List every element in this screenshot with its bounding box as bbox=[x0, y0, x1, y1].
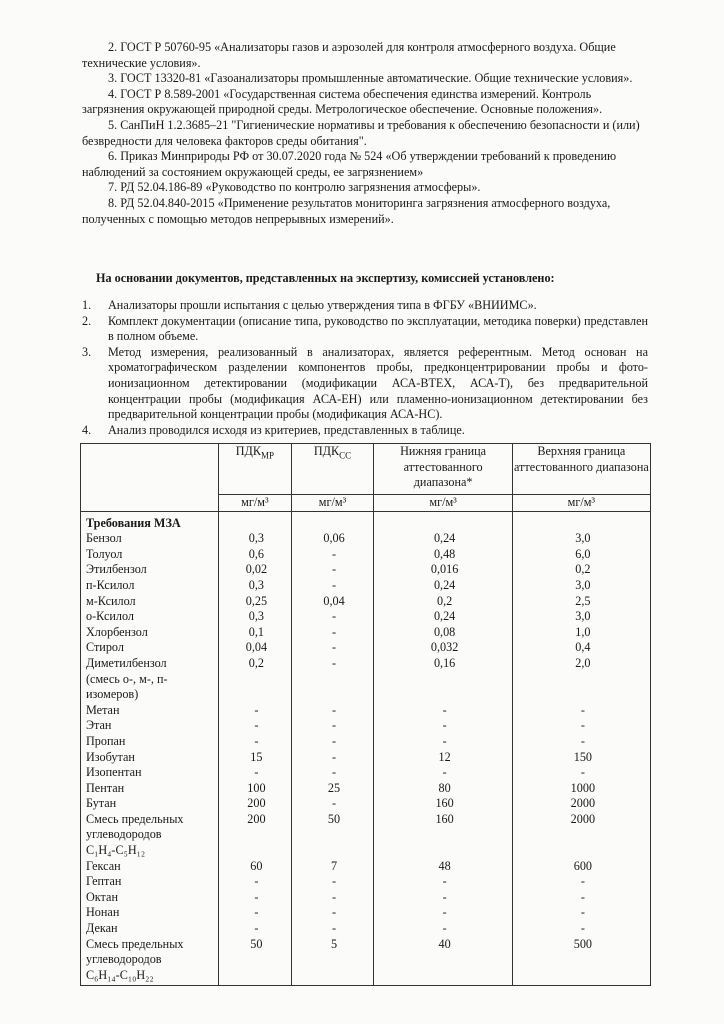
references-list bbox=[82, 40, 648, 227]
pdk-ss-value: - bbox=[331, 702, 337, 717]
lower-bound-value: 0,2 bbox=[436, 593, 453, 608]
finding-item bbox=[82, 345, 648, 423]
upper-bound-value: - bbox=[580, 889, 585, 904]
substance-name: Изопентан bbox=[86, 765, 142, 780]
pdk-mr-value: 50 bbox=[250, 936, 263, 951]
pdk-mr-value: 0,3 bbox=[248, 531, 264, 546]
pdk-ss-column bbox=[291, 511, 374, 986]
substance-name: Декан bbox=[86, 921, 118, 936]
lower-bound-value: - bbox=[442, 905, 447, 920]
reference-item: 4. ГОСТ Р 8.589-2001 «Государственная система обеспечения единства измерений. Контроль загрязнения окружающей природной среды. Метрологическое обеспечение. Основные положения». bbox=[82, 86, 603, 117]
pdk-ss-value: - bbox=[331, 905, 337, 920]
pdk-ss-value: - bbox=[331, 609, 337, 624]
finding-text: Комплект документации (описание типа, руководство по эксплуатации, методика поверки) представлен в полном объеме. bbox=[108, 313, 648, 344]
upper-bound-value: - bbox=[580, 921, 585, 936]
upper-bound-value: - bbox=[580, 718, 585, 733]
upper-bound-value: 2000 bbox=[570, 811, 596, 826]
lower-bound-value: - bbox=[442, 874, 447, 889]
pdk-ss-value: 50 bbox=[327, 811, 341, 826]
reference-item: 6. Приказ Минприроды РФ от 30.07.2020 года № 524 «Об утверждении требований к проведению наблюдений за состоянием окружающей среды, ее загрязнением» bbox=[82, 149, 617, 179]
upper-bound-value: 1000 bbox=[570, 780, 596, 795]
lower-bound-value: 80 bbox=[438, 780, 451, 795]
upper-bound-value: 3,0 bbox=[575, 577, 591, 592]
substance-name: Нонан bbox=[86, 905, 120, 920]
lower-bound-column bbox=[374, 511, 512, 986]
pdk-mr-value: 0,2 bbox=[248, 655, 264, 670]
finding-item bbox=[82, 314, 648, 345]
pdk-mr-value: - bbox=[254, 905, 259, 920]
pdk-ss-value: 7 bbox=[330, 858, 338, 873]
blank-line bbox=[379, 843, 509, 859]
pdk-mr-value: 0,1 bbox=[248, 624, 264, 639]
reference-item: 2. ГОСТ Р 50760-95 «Анализаторы газов и аэрозолей для контроля атмосферного воздуха. Общие технические условия». bbox=[82, 40, 616, 70]
unit-cell: мг/м³ bbox=[219, 495, 291, 512]
pdk-ss-value: - bbox=[331, 749, 337, 764]
lower-bound-value: - bbox=[442, 921, 447, 936]
lower-bound-value: 40 bbox=[438, 936, 451, 951]
unit-cell: мг/м³ bbox=[512, 495, 650, 512]
substance-name: Диметилбензол bbox=[86, 655, 167, 670]
reference-item: 7. РД 52.04.186-89 «Руководство по контролю загрязнения атмосферы». bbox=[108, 180, 481, 195]
pdk-ss-value: - bbox=[331, 718, 337, 733]
blank-line bbox=[297, 687, 372, 703]
reference-item: 5. СанПиН 1.2.3685–21 "Гигиенические нормативы и требования к обеспечению безопасности и (или) безвредности для человека факторов среды обитания". bbox=[82, 117, 640, 148]
pdk-ss-value: - bbox=[331, 624, 337, 639]
section-title: Требования МЗА bbox=[86, 515, 181, 530]
finding-text: Анализ проводился исходя из критериев, представленных в таблице. bbox=[108, 422, 465, 437]
lower-bound-value: 0,032 bbox=[430, 640, 459, 655]
substance-name: Пентан bbox=[86, 780, 125, 795]
substance-name: C₆H₁₄-C₁₀H₂₂ bbox=[86, 967, 154, 982]
substance-name: Гексан bbox=[86, 858, 121, 873]
header-pdk-ss-text: ПДК bbox=[313, 444, 340, 458]
upper-bound-value: 600 bbox=[573, 858, 592, 873]
pdk-mr-value: 15 bbox=[250, 749, 263, 764]
finding-text: Метод измерения, реализованный в анализаторах, является референтным. Метод основан на хроматографическом разделении компонентов пробы, предконцентрировании пробы и фото-ионизационном детектировании (модификации АСА-BTEX, АСА-Т), без предварительной концентрации пробы (модификация АСА-ЕН) или пламенно-ионизационном детектировании без предварительной концентрации пробы (модификация АСА-НС). bbox=[108, 344, 648, 422]
upper-bound-value: 0,2 bbox=[575, 562, 591, 577]
pdk-ss-value: 5 bbox=[330, 936, 338, 951]
upper-bound-column bbox=[512, 511, 650, 986]
blank-line bbox=[379, 827, 509, 843]
pdk-mr-value: - bbox=[254, 889, 259, 904]
upper-bound-value: 6,0 bbox=[575, 546, 591, 561]
lower-bound-value: - bbox=[442, 765, 447, 780]
substance-name: Метан bbox=[86, 702, 120, 717]
pdk-ss-value: - bbox=[331, 874, 337, 889]
reference-item: 8. РД 52.04.840-2015 «Применение результатов мониторинга загрязнения атмосферного воздуха, полученных с помощью методов непрерывных измерений». bbox=[82, 195, 611, 226]
lower-bound-value: 0,16 bbox=[433, 655, 456, 670]
blank-line bbox=[297, 952, 372, 968]
lower-bound-value: - bbox=[442, 718, 447, 733]
pdk-mr-value: 0,25 bbox=[245, 593, 268, 608]
substance-name: Гептан bbox=[86, 874, 122, 889]
pdk-ss-value: - bbox=[331, 889, 337, 904]
upper-bound-value: 2,0 bbox=[575, 655, 591, 670]
blank-line bbox=[379, 952, 509, 968]
pdk-ss-value: - bbox=[331, 733, 337, 748]
substance-name: Хлорбензол bbox=[86, 624, 148, 639]
blank-line bbox=[518, 952, 648, 968]
pdk-ss-value: - bbox=[331, 796, 337, 811]
substance-name: п-Ксилол bbox=[86, 577, 135, 592]
pdk-mr-value: 100 bbox=[247, 780, 266, 795]
finding-item bbox=[82, 423, 648, 439]
upper-bound-value: - bbox=[580, 905, 585, 920]
lower-bound-value: 0,24 bbox=[433, 609, 456, 624]
substance-name: Стирол bbox=[86, 640, 124, 655]
lower-bound-value: 0,24 bbox=[433, 577, 456, 592]
upper-bound-value: - bbox=[580, 874, 585, 889]
substance-name: Изобутан bbox=[86, 749, 135, 764]
pdk-mr-value: 0,6 bbox=[248, 546, 264, 561]
criteria-table bbox=[80, 443, 651, 986]
lower-bound-value: 48 bbox=[438, 858, 451, 873]
finding-number: 1. bbox=[82, 298, 92, 312]
pdk-mr-value: - bbox=[254, 921, 259, 936]
pdk-mr-value: 0,04 bbox=[245, 640, 268, 655]
substance-name: Этилбензол bbox=[86, 562, 147, 577]
substance-name: (смесь о-, м-, п- bbox=[86, 671, 168, 686]
pdk-mr-value: 0,02 bbox=[245, 562, 268, 577]
pdk-ss-value: 0,04 bbox=[323, 593, 345, 608]
pdk-ss-value: - bbox=[331, 546, 337, 561]
pdk-ss-value: - bbox=[331, 577, 337, 592]
blank-line bbox=[379, 687, 509, 703]
header-upper-bound: Верхняя граница аттестованного диапазона bbox=[512, 444, 650, 495]
upper-bound-value: - bbox=[580, 702, 585, 717]
upper-bound-value: - bbox=[580, 733, 585, 748]
header-pdk-ss bbox=[291, 444, 374, 495]
upper-bound-value: 2000 bbox=[570, 796, 596, 811]
substance-name: Бутан bbox=[86, 796, 117, 811]
lower-bound-value: - bbox=[442, 702, 447, 717]
substance-name: Смесь предельных bbox=[86, 811, 184, 826]
pdk-mr-value: 0,3 bbox=[248, 609, 264, 624]
blank-line bbox=[297, 843, 372, 859]
blank-line bbox=[297, 672, 372, 688]
finding-number: 3. bbox=[82, 344, 92, 359]
table-body-row bbox=[81, 511, 651, 986]
blank-line bbox=[297, 968, 372, 984]
substance-name: Смесь предельных bbox=[86, 936, 184, 951]
header-pdk-mr-sub: МР bbox=[261, 450, 275, 461]
lower-bound-value: 12 bbox=[438, 749, 451, 764]
lower-bound-value: 160 bbox=[435, 796, 454, 811]
table-header-row bbox=[81, 444, 651, 495]
substance-name: Этан bbox=[86, 718, 112, 733]
header-name-cell bbox=[81, 444, 219, 512]
substance-name: углеводородов bbox=[86, 827, 162, 842]
pdk-mr-value: 200 bbox=[247, 811, 266, 826]
substance-name: о-Ксилол bbox=[86, 609, 135, 624]
blank-line bbox=[379, 672, 509, 688]
substance-name: углеводородов bbox=[86, 952, 162, 967]
unit-cell: мг/м³ bbox=[291, 495, 374, 512]
upper-bound-value: 500 bbox=[573, 936, 592, 951]
lower-bound-value: - bbox=[442, 889, 447, 904]
substance-name: Пропан bbox=[86, 733, 126, 748]
pdk-mr-value: 60 bbox=[250, 858, 263, 873]
substance-column bbox=[81, 511, 219, 986]
findings-heading: На основании документов, представленных на экспертизу, комиссией установлено: bbox=[96, 271, 555, 285]
unit-cell: мг/м³ bbox=[374, 495, 512, 512]
pdk-ss-value: 25 bbox=[327, 780, 341, 795]
lower-bound-value: 160 bbox=[435, 811, 454, 826]
pdk-mr-value: - bbox=[254, 718, 259, 733]
blank-line bbox=[297, 827, 372, 843]
header-pdk-ss-sub: СС bbox=[339, 450, 352, 461]
finding-item bbox=[82, 298, 648, 314]
blank-line bbox=[224, 687, 288, 703]
substance-name: изомеров) bbox=[86, 687, 139, 702]
lower-bound-value: 0,24 bbox=[433, 531, 456, 546]
pdk-mr-column bbox=[219, 511, 291, 986]
header-pdk-mr bbox=[219, 444, 291, 495]
findings-list bbox=[82, 298, 648, 438]
pdk-ss-value: - bbox=[331, 640, 337, 655]
blank-line bbox=[518, 827, 648, 843]
lower-bound-value: - bbox=[442, 733, 447, 748]
blank-line bbox=[518, 968, 648, 984]
header-pdk-mr-text: ПДК bbox=[235, 444, 261, 458]
substance-name: м-Ксилол bbox=[86, 593, 136, 608]
substance-name: Бензол bbox=[86, 531, 122, 546]
pdk-mr-value: - bbox=[254, 702, 259, 717]
blank-line bbox=[379, 968, 509, 984]
upper-bound-value: 0,4 bbox=[575, 640, 591, 655]
blank-line bbox=[224, 968, 288, 984]
blank-line bbox=[224, 843, 288, 859]
finding-number: 4. bbox=[82, 422, 92, 437]
finding-text: Анализаторы прошли испытания с целью утверждения типа в ФГБУ «ВНИИМС». bbox=[108, 298, 537, 312]
upper-bound-value: 2,5 bbox=[575, 593, 591, 608]
pdk-mr-value: - bbox=[254, 765, 259, 780]
upper-bound-value: 3,0 bbox=[575, 609, 591, 624]
substance-name: Толуол bbox=[86, 546, 123, 561]
upper-bound-value: 3,0 bbox=[575, 531, 591, 546]
header-lower-bound: Нижняя граница аттестованного диапазона* bbox=[374, 444, 512, 495]
pdk-ss-value: - bbox=[331, 921, 337, 936]
upper-bound-value: 150 bbox=[573, 749, 592, 764]
blank-line bbox=[224, 952, 288, 968]
pdk-mr-value: - bbox=[254, 733, 259, 748]
lower-bound-value: 0,016 bbox=[430, 562, 459, 577]
pdk-mr-value: 0,3 bbox=[248, 577, 264, 592]
substance-name: Октан bbox=[86, 889, 118, 904]
reference-item: 3. ГОСТ 13320-81 «Газоанализаторы промышленные автоматические. Общие технические условия». bbox=[108, 71, 633, 86]
pdk-mr-value: 200 bbox=[247, 796, 266, 811]
blank-line bbox=[224, 672, 288, 688]
upper-bound-value: 1,0 bbox=[575, 624, 591, 639]
blank-line bbox=[518, 843, 648, 859]
blank-line bbox=[518, 687, 648, 703]
pdk-ss-value: 0,06 bbox=[323, 531, 345, 546]
pdk-mr-value: - bbox=[254, 874, 259, 889]
lower-bound-value: 0,48 bbox=[433, 546, 456, 561]
pdk-ss-value: - bbox=[331, 562, 337, 577]
substance-name: C₁H₄-C₅H₁₂ bbox=[86, 843, 146, 858]
pdk-ss-value: - bbox=[331, 765, 337, 780]
pdk-ss-value: - bbox=[331, 655, 337, 670]
blank-line bbox=[224, 827, 288, 843]
blank-line bbox=[518, 672, 648, 688]
upper-bound-value: - bbox=[580, 765, 585, 780]
finding-number: 2. bbox=[82, 313, 92, 328]
lower-bound-value: 0,08 bbox=[433, 624, 456, 639]
